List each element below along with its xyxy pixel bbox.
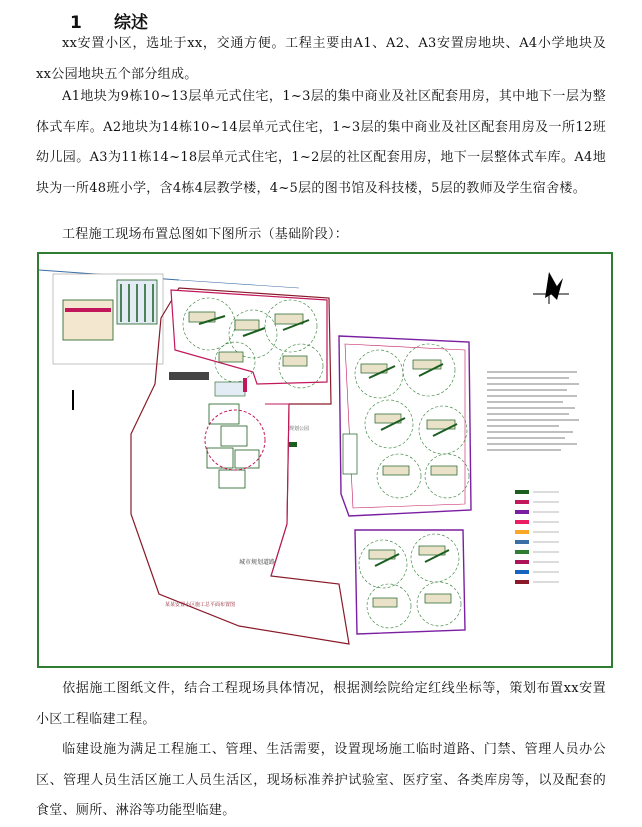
site-layout-figure <box>37 252 613 668</box>
park-marker <box>289 442 297 447</box>
section-title: 综述 <box>114 13 148 33</box>
buildings-a2 <box>207 404 259 488</box>
section-number: 1 <box>70 13 82 33</box>
paragraph-blocks-text: A1地块为9栋10~13层单元式住宅，1~3层的集中商业及社区配套用房，其中地下一层为整体式车库。A2地块为14栋10~14层单元式住宅，1~3层的集中商业及社区配套用房及一所12班幼儿园。A3为11栋14~18层单元式住宅，1~2层的社区配套用房，地下一层整体式车库。A4地块为一所48班小学，含4栋4层教学楼，4~5层的图书馆及科技楼，5层的教师及学生宿舍楼。 <box>36 89 606 196</box>
north-arrow-icon <box>533 272 569 304</box>
block-a4 <box>355 530 465 634</box>
legend <box>515 490 559 584</box>
access-road-line-2 <box>179 280 299 288</box>
park-label: 规划公园 <box>289 426 310 432</box>
figure-caption <box>36 220 606 251</box>
paragraph-intro <box>36 29 606 90</box>
site-plan-drawing <box>39 254 611 666</box>
paragraph-planning-text: 依据施工图纸文件，结合工程现场具体情况，根据测绘院给定红线坐标等，策划布置xx安置小区工程临建工程。 <box>36 681 606 727</box>
road-label: 城市规划道路 <box>239 559 276 566</box>
paragraph-facilities <box>36 735 606 827</box>
red-line <box>265 404 289 576</box>
camp-stripe <box>65 308 111 312</box>
paragraph-facilities-text: 临建设施为满足工程施工、管理、生活需要，设置现场施工临时道路、门禁、管理人员办公区、管理人员生活区施工人员生活区，现场标准养护试验室、医疗室、各类库房等，以及配套的食堂、厕所、淋浴等功能型临建。 <box>36 742 606 818</box>
gate-marker <box>243 378 247 392</box>
site-office <box>215 382 245 396</box>
storage-shed <box>343 434 357 474</box>
drawing-notes <box>487 372 579 450</box>
paragraph-intro-text: xx安置小区，选址于xx，交通方便。工程主要由A1、A2、A3安置房地块、A4小学地块及xx公园地块五个部分组成。 <box>36 36 606 82</box>
camp-dormitory <box>63 300 113 340</box>
plan-title: 某某安置小区施工总平面布置图 <box>165 602 236 608</box>
block-a1 <box>171 290 327 384</box>
figure-caption-text: 工程施工现场布置总图如下图所示（基础阶段）： <box>62 227 349 242</box>
temporary-building <box>169 372 209 380</box>
paragraph-blocks <box>36 82 606 204</box>
paragraph-planning <box>36 674 606 735</box>
